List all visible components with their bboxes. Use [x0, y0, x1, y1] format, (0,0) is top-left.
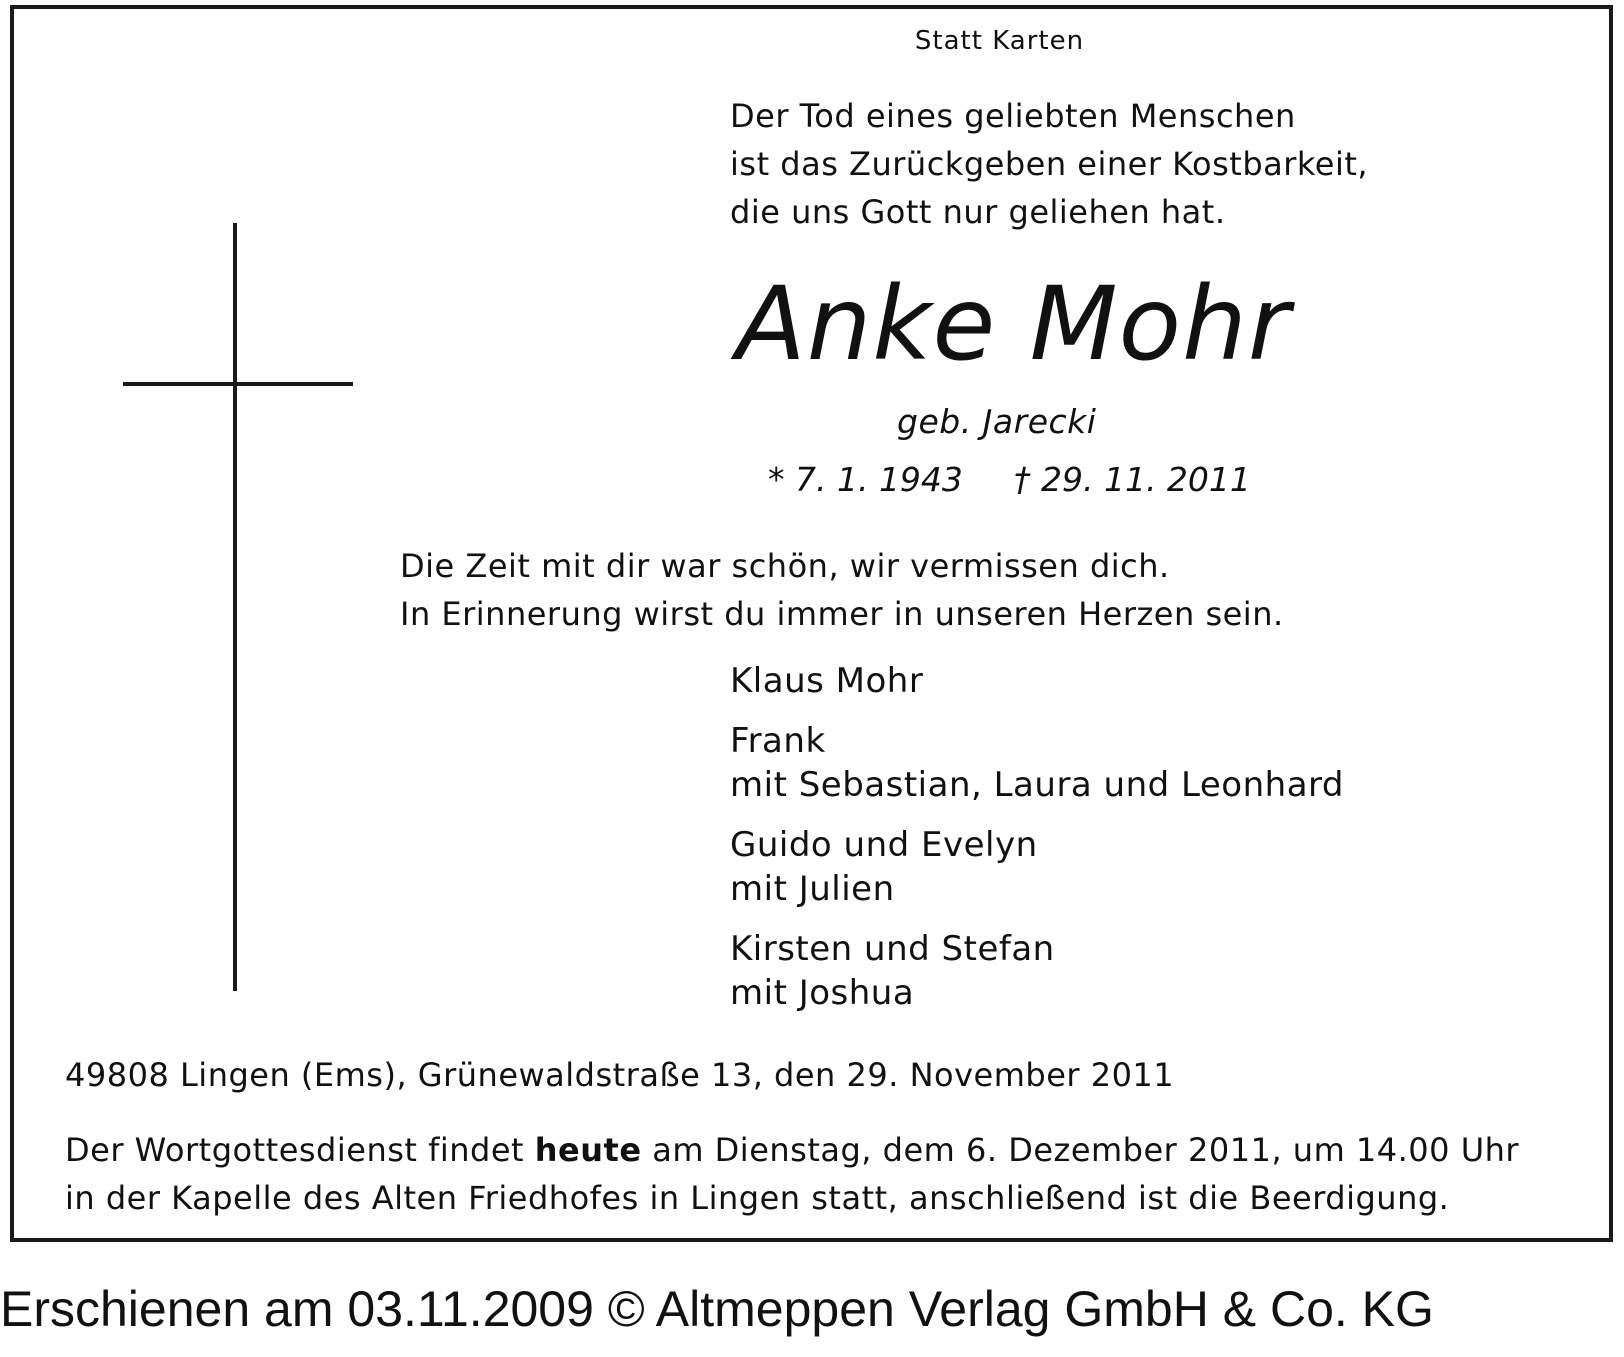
birth-date: * 7. 1. 1943	[768, 460, 963, 499]
remembrance-line: Die Zeit mit dir war schön, wir vermissen dich.	[400, 547, 1170, 585]
mourner-name: Guido und Evelyn	[730, 825, 1038, 865]
mourner-group	[730, 927, 1344, 1015]
mourners-list	[730, 659, 1344, 1031]
mourner-group	[730, 659, 1344, 703]
mourner-name: Frank	[730, 721, 826, 761]
cross-icon	[233, 223, 237, 991]
service-info	[65, 1126, 1519, 1222]
death-date: † 29. 11. 2011	[1014, 460, 1251, 499]
service-text: am Dienstag, dem 6. Dezember 2011, um 14.00 Uhr	[641, 1131, 1520, 1169]
quote-line: ist das Zurückgeben einer Kostbarkeit,	[730, 145, 1369, 183]
quote-line: Der Tod eines geliebten Menschen	[730, 97, 1296, 135]
mourner-group	[730, 823, 1344, 911]
service-line	[65, 1126, 1519, 1174]
deceased-name: Anke Mohr	[736, 265, 1291, 384]
publication-credit: Erschienen am 03.11.2009 © Altmeppen Verlag GmbH & Co. KG	[0, 1281, 1434, 1337]
service-highlight: heute	[534, 1131, 642, 1169]
service-text: Der Wortgottesdienst findet	[65, 1131, 535, 1169]
remembrance-line: In Erinnerung wirst du immer in unseren Herzen sein.	[400, 595, 1284, 633]
mourner-relatives: mit Julien	[730, 869, 895, 909]
mourner-relatives: mit Joshua	[730, 973, 915, 1013]
mourner-relatives: mit Sebastian, Laura und Leonhard	[730, 765, 1345, 805]
mourner-group	[730, 719, 1344, 807]
cross-icon-bar	[123, 382, 353, 386]
quote-line: die uns Gott nur geliehen hat.	[730, 193, 1226, 231]
address-line: 49808 Lingen (Ems), Grünewaldstraße 13, den 29. November 2011	[65, 1056, 1175, 1094]
maiden-name: geb. Jarecki	[897, 402, 1097, 441]
notice-header: Statt Karten	[914, 26, 1085, 56]
memorial-quote	[730, 92, 1368, 236]
mourner-name: Kirsten und Stefan	[730, 929, 1055, 969]
mourner-name: Klaus Mohr	[730, 661, 924, 701]
service-line: in der Kapelle des Alten Friedhofes in Lingen statt, anschließend ist die Beerdigung.	[65, 1179, 1450, 1217]
remembrance-text	[400, 542, 1284, 638]
